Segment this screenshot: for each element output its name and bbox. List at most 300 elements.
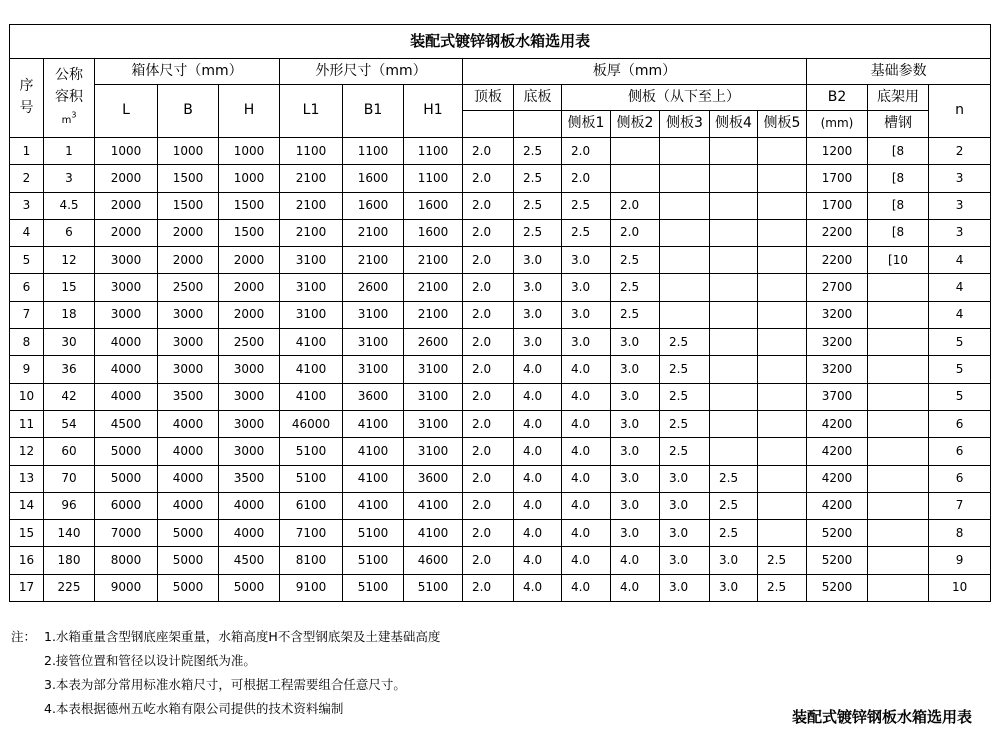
table-cell: 4200 xyxy=(807,492,868,519)
table-cell: 2.5 xyxy=(514,138,562,165)
table-cell: 1100 xyxy=(343,138,404,165)
table-cell: 17 xyxy=(10,574,44,601)
table-cell: 2.0 xyxy=(463,574,514,601)
table-cell: 3100 xyxy=(280,301,343,328)
table-cell: 12 xyxy=(44,247,95,274)
table-cell: 6 xyxy=(44,219,95,246)
table-cell xyxy=(660,274,710,301)
table-cell xyxy=(758,356,807,383)
table-cell: 3000 xyxy=(219,410,280,437)
header-side-plate: 侧板（从下至上） xyxy=(562,85,807,111)
table-cell: 9000 xyxy=(95,574,158,601)
table-cell xyxy=(868,574,929,601)
table-cell xyxy=(868,465,929,492)
table-row xyxy=(10,192,991,219)
table-row xyxy=(10,329,991,356)
table-cell: 5000 xyxy=(158,547,219,574)
table-cell: 140 xyxy=(44,520,95,547)
table-cell: 5200 xyxy=(807,574,868,601)
table-cell: 2.0 xyxy=(463,356,514,383)
header-L: L xyxy=(95,85,158,138)
table-cell: 4.0 xyxy=(514,547,562,574)
table-cell: 7 xyxy=(929,492,991,519)
table-cell: 3.0 xyxy=(562,329,611,356)
table-cell: 10 xyxy=(10,383,44,410)
table-cell: 7 xyxy=(10,301,44,328)
table-cell: 4.5 xyxy=(44,192,95,219)
table-cell: 1500 xyxy=(158,192,219,219)
table-cell: 11 xyxy=(10,410,44,437)
table-cell xyxy=(758,492,807,519)
table-cell: 9100 xyxy=(280,574,343,601)
table-cell: 1100 xyxy=(404,138,463,165)
table-cell: 5100 xyxy=(404,574,463,601)
table-cell: 4.0 xyxy=(562,465,611,492)
header-H: H xyxy=(219,85,280,138)
table-cell: 3000 xyxy=(219,438,280,465)
table-cell: 1600 xyxy=(343,192,404,219)
table-cell: 2.0 xyxy=(562,165,611,192)
table-row xyxy=(10,274,991,301)
table-cell xyxy=(660,192,710,219)
table-cell xyxy=(868,274,929,301)
table-cell: 2100 xyxy=(404,274,463,301)
table-cell: 2100 xyxy=(280,192,343,219)
table-cell: 3.0 xyxy=(562,274,611,301)
table-title: 装配式镀锌钢板水箱选用表 xyxy=(10,25,991,59)
table-cell: 12 xyxy=(10,438,44,465)
table-cell: 3000 xyxy=(158,301,219,328)
table-cell: 6100 xyxy=(280,492,343,519)
table-cell: 2500 xyxy=(158,274,219,301)
table-cell: 1500 xyxy=(219,192,280,219)
table-cell: [8 xyxy=(868,138,929,165)
table-cell: 2100 xyxy=(280,219,343,246)
table-row xyxy=(10,383,991,410)
table-cell: 4.0 xyxy=(562,438,611,465)
table-cell: 2100 xyxy=(404,247,463,274)
table-cell: 3000 xyxy=(95,247,158,274)
table-cell: 4100 xyxy=(280,356,343,383)
water-tank-selection-table xyxy=(9,24,991,602)
table-cell: 54 xyxy=(44,410,95,437)
table-cell: 3.0 xyxy=(660,547,710,574)
table-cell: 4200 xyxy=(807,410,868,437)
table-cell: 3000 xyxy=(158,329,219,356)
footer-title: 装配式镀锌钢板水箱选用表 xyxy=(791,708,972,726)
table-cell: 7100 xyxy=(280,520,343,547)
table-cell: 18 xyxy=(44,301,95,328)
table-cell: 3 xyxy=(929,192,991,219)
table-cell: 3.0 xyxy=(611,492,660,519)
table-cell: 3600 xyxy=(343,383,404,410)
table-cell: 3600 xyxy=(404,465,463,492)
notes-prefix: 注： xyxy=(11,629,37,644)
table-cell: 1000 xyxy=(219,138,280,165)
table-row xyxy=(10,219,991,246)
table-cell xyxy=(710,192,758,219)
table-cell: 4.0 xyxy=(514,410,562,437)
table-cell: 2.0 xyxy=(611,192,660,219)
table-cell: 3.0 xyxy=(710,547,758,574)
table-cell: 4000 xyxy=(158,410,219,437)
table-cell xyxy=(868,329,929,356)
table-cell: 36 xyxy=(44,356,95,383)
table-cell: 3.0 xyxy=(611,438,660,465)
table-cell: 2100 xyxy=(343,247,404,274)
table-cell: 2000 xyxy=(95,192,158,219)
table-cell: 5000 xyxy=(158,574,219,601)
table-cell: 3.0 xyxy=(562,247,611,274)
table-cell: 2.0 xyxy=(463,192,514,219)
table-cell: 2200 xyxy=(807,247,868,274)
table-cell: 2200 xyxy=(807,219,868,246)
table-cell: 2000 xyxy=(219,247,280,274)
table-cell: 3 xyxy=(929,165,991,192)
table-cell: 2.0 xyxy=(463,438,514,465)
table-cell: 1600 xyxy=(404,192,463,219)
table-cell: 3100 xyxy=(280,247,343,274)
table-cell: 4100 xyxy=(343,410,404,437)
table-cell: 3.0 xyxy=(611,383,660,410)
table-cell: 13 xyxy=(10,465,44,492)
table-cell xyxy=(660,247,710,274)
table-cell: 3500 xyxy=(158,383,219,410)
table-cell: 2000 xyxy=(219,301,280,328)
table-cell: 8 xyxy=(929,520,991,547)
header-top-plate: 顶板 xyxy=(463,85,514,111)
table-cell: 8000 xyxy=(95,547,158,574)
table-cell: 3100 xyxy=(404,438,463,465)
note-3: 3.本表为部分常用标准水箱尺寸，可根据工程需要组合任意尺寸。 xyxy=(44,677,406,692)
header-outer-size: 外形尺寸（mm） xyxy=(280,59,463,85)
table-cell: 5 xyxy=(10,247,44,274)
table-cell xyxy=(710,438,758,465)
table-cell: 5000 xyxy=(219,574,280,601)
table-cell: 9 xyxy=(10,356,44,383)
table-cell: 1100 xyxy=(280,138,343,165)
table-cell: 3000 xyxy=(219,383,280,410)
table-cell: 2600 xyxy=(404,329,463,356)
table-cell: 4000 xyxy=(95,383,158,410)
table-cell xyxy=(710,165,758,192)
table-cell: 5100 xyxy=(280,438,343,465)
table-row xyxy=(10,574,991,601)
table-cell: 2.5 xyxy=(758,547,807,574)
table-cell: 2.5 xyxy=(514,165,562,192)
header-n: n xyxy=(929,85,991,138)
table-cell: 4500 xyxy=(219,547,280,574)
table-cell xyxy=(868,520,929,547)
table-cell: 4.0 xyxy=(514,465,562,492)
table-row xyxy=(10,247,991,274)
table-cell: 4.0 xyxy=(562,492,611,519)
table-cell: 7000 xyxy=(95,520,158,547)
table-cell: 3.0 xyxy=(514,329,562,356)
table-cell: 3100 xyxy=(343,301,404,328)
table-cell: 3100 xyxy=(343,329,404,356)
table-cell: 5 xyxy=(929,356,991,383)
table-cell xyxy=(758,138,807,165)
table-cell: 1000 xyxy=(95,138,158,165)
table-row xyxy=(10,492,991,519)
table-cell: 3100 xyxy=(404,356,463,383)
table-cell xyxy=(758,465,807,492)
table-cell: 4.0 xyxy=(611,574,660,601)
table-cell: 1 xyxy=(44,138,95,165)
table-cell xyxy=(758,301,807,328)
table-cell: 1 xyxy=(10,138,44,165)
table-cell: 2.5 xyxy=(710,520,758,547)
table-cell xyxy=(868,547,929,574)
table-cell: 4.0 xyxy=(514,383,562,410)
table-cell: 60 xyxy=(44,438,95,465)
table-cell: 8 xyxy=(10,329,44,356)
table-cell xyxy=(710,301,758,328)
table-cell: 2.0 xyxy=(463,492,514,519)
header-side-4: 侧板4 xyxy=(710,111,758,138)
table-cell: 4 xyxy=(10,219,44,246)
table-cell: 46000 xyxy=(280,410,343,437)
table-cell: 1500 xyxy=(219,219,280,246)
table-cell: 3100 xyxy=(343,356,404,383)
table-cell: 3100 xyxy=(404,410,463,437)
table-cell: 2.0 xyxy=(463,383,514,410)
table-cell xyxy=(758,165,807,192)
table-cell: 2.0 xyxy=(463,547,514,574)
table-cell: 180 xyxy=(44,547,95,574)
table-cell: 2.0 xyxy=(463,274,514,301)
table-cell: 2.5 xyxy=(710,465,758,492)
header-side-1: 侧板1 xyxy=(562,111,611,138)
table-cell: 2.5 xyxy=(758,574,807,601)
table-cell: 15 xyxy=(44,274,95,301)
table-cell: 2.5 xyxy=(660,438,710,465)
table-cell: 2100 xyxy=(343,219,404,246)
table-cell: 2.5 xyxy=(611,247,660,274)
table-cell: 4 xyxy=(929,247,991,274)
table-cell xyxy=(868,410,929,437)
table-cell: 6 xyxy=(929,410,991,437)
table-row xyxy=(10,301,991,328)
table-cell xyxy=(611,138,660,165)
table-cell: 3.0 xyxy=(611,520,660,547)
table-cell: 1000 xyxy=(219,165,280,192)
table-row xyxy=(10,356,991,383)
table-cell: 4.0 xyxy=(514,356,562,383)
table-cell: 3 xyxy=(929,219,991,246)
table-cell: 4000 xyxy=(158,465,219,492)
note-1: 1.水箱重量含型钢底座架重量，水箱高度H不含型钢底架及土建基础高度 xyxy=(44,629,441,644)
table-cell: 3000 xyxy=(95,301,158,328)
table-cell: 3.0 xyxy=(660,520,710,547)
table-cell: 5100 xyxy=(343,547,404,574)
table-cell: 3.0 xyxy=(660,492,710,519)
table-cell: 2.0 xyxy=(463,465,514,492)
table-cell: 4100 xyxy=(343,492,404,519)
table-cell: 2.0 xyxy=(463,219,514,246)
table-cell: 4.0 xyxy=(562,356,611,383)
table-cell: 1100 xyxy=(404,165,463,192)
table-cell: 3.0 xyxy=(562,301,611,328)
table-cell: 4000 xyxy=(219,492,280,519)
table-cell: 3.0 xyxy=(660,574,710,601)
table-cell: 3.0 xyxy=(611,356,660,383)
header-B: B xyxy=(158,85,219,138)
table-cell xyxy=(868,301,929,328)
table-cell xyxy=(758,410,807,437)
table-cell: 2.5 xyxy=(514,192,562,219)
table-cell: 2700 xyxy=(807,274,868,301)
note-2: 2.接管位置和管径以设计院图纸为准。 xyxy=(44,653,256,668)
table-cell: 3200 xyxy=(807,356,868,383)
table-cell: 4.0 xyxy=(514,492,562,519)
table-cell: 4000 xyxy=(158,492,219,519)
table-cell xyxy=(660,138,710,165)
table-cell: 3000 xyxy=(219,356,280,383)
table-cell: 5100 xyxy=(280,465,343,492)
table-cell: [8 xyxy=(868,219,929,246)
header-B1: B1 xyxy=(343,85,404,138)
table-cell: 2.0 xyxy=(463,138,514,165)
table-cell: 30 xyxy=(44,329,95,356)
table-cell: 1200 xyxy=(807,138,868,165)
table-cell: 5000 xyxy=(95,465,158,492)
table-cell xyxy=(710,329,758,356)
table-cell: 4 xyxy=(929,301,991,328)
table-cell: 8100 xyxy=(280,547,343,574)
table-row xyxy=(10,520,991,547)
table-cell: 2.0 xyxy=(463,247,514,274)
table-row xyxy=(10,165,991,192)
table-cell: 4.0 xyxy=(514,574,562,601)
table-cell: 3 xyxy=(10,192,44,219)
table-cell: 9 xyxy=(929,547,991,574)
table-cell: 5200 xyxy=(807,520,868,547)
table-cell: 3700 xyxy=(807,383,868,410)
table-cell xyxy=(868,383,929,410)
table-cell: 1600 xyxy=(343,165,404,192)
table-cell: 3000 xyxy=(95,274,158,301)
header-B2: B2 xyxy=(807,85,868,111)
table-cell: 225 xyxy=(44,574,95,601)
table-cell: 2.5 xyxy=(710,492,758,519)
header-L1: L1 xyxy=(280,85,343,138)
table-cell: 3 xyxy=(44,165,95,192)
header-box-size: 箱体尺寸（mm） xyxy=(95,59,280,85)
table-cell: 3.0 xyxy=(514,274,562,301)
table-cell: 4100 xyxy=(404,492,463,519)
table-cell xyxy=(710,219,758,246)
table-cell: 5100 xyxy=(343,574,404,601)
header-H1: H1 xyxy=(404,85,463,138)
table-cell: 2100 xyxy=(404,301,463,328)
header-capacity: 公称 容积 $m^3$ xyxy=(44,59,95,138)
table-row xyxy=(10,547,991,574)
table-cell: 1600 xyxy=(404,219,463,246)
table-cell: 3100 xyxy=(404,383,463,410)
table-cell xyxy=(710,410,758,437)
table-cell xyxy=(710,274,758,301)
table-cell: 3.0 xyxy=(611,410,660,437)
table-cell: 15 xyxy=(10,520,44,547)
table-cell: 1500 xyxy=(158,165,219,192)
header-side-5: 侧板5 xyxy=(758,111,807,138)
table-cell: 4200 xyxy=(807,438,868,465)
table-cell: 3.0 xyxy=(611,329,660,356)
table-cell: 4.0 xyxy=(562,410,611,437)
table-cell: 4100 xyxy=(404,520,463,547)
table-cell xyxy=(758,383,807,410)
header-seq: 序 号 xyxy=(10,59,44,138)
table-cell xyxy=(710,356,758,383)
table-cell: 4000 xyxy=(95,356,158,383)
table-cell: 1700 xyxy=(807,165,868,192)
table-cell: 2600 xyxy=(343,274,404,301)
header-foundation: 基础参数 xyxy=(807,59,991,85)
table-cell xyxy=(758,520,807,547)
table-cell: 6000 xyxy=(95,492,158,519)
table-cell xyxy=(611,165,660,192)
table-cell: 2.0 xyxy=(463,410,514,437)
table-cell: 96 xyxy=(44,492,95,519)
table-cell: 1700 xyxy=(807,192,868,219)
header-b2-unit: (mm) xyxy=(807,111,868,138)
table-cell: 2.5 xyxy=(562,192,611,219)
table-cell xyxy=(660,219,710,246)
table-cell: 2.0 xyxy=(463,165,514,192)
table-cell: 3100 xyxy=(280,274,343,301)
table-cell: 70 xyxy=(44,465,95,492)
table-cell: 2.5 xyxy=(660,356,710,383)
table-row xyxy=(10,138,991,165)
table-cell: 4.0 xyxy=(562,574,611,601)
table-cell xyxy=(710,247,758,274)
table-cell xyxy=(660,165,710,192)
header-base-use: 底架用 xyxy=(868,85,929,111)
table-cell: 3200 xyxy=(807,329,868,356)
table-cell: 4.0 xyxy=(611,547,660,574)
table-cell: 5000 xyxy=(95,438,158,465)
header-blank xyxy=(514,111,562,138)
header-side-2: 侧板2 xyxy=(611,111,660,138)
table-cell: 2000 xyxy=(219,274,280,301)
table-cell: 2.0 xyxy=(562,138,611,165)
table-cell: 5100 xyxy=(343,520,404,547)
table-cell: 4100 xyxy=(343,438,404,465)
table-cell: 4200 xyxy=(807,465,868,492)
table-cell: [8 xyxy=(868,192,929,219)
table-cell: 2.5 xyxy=(660,329,710,356)
table-cell: 6 xyxy=(10,274,44,301)
table-row xyxy=(10,465,991,492)
table-cell: 4.0 xyxy=(562,547,611,574)
table-cell: 5200 xyxy=(807,547,868,574)
table-cell: 4100 xyxy=(343,465,404,492)
table-cell xyxy=(758,192,807,219)
table-cell: [10 xyxy=(868,247,929,274)
table-cell: 3500 xyxy=(219,465,280,492)
table-cell: 16 xyxy=(10,547,44,574)
table-cell: 2.5 xyxy=(611,301,660,328)
table-cell: 4000 xyxy=(219,520,280,547)
table-cell: 2.5 xyxy=(562,219,611,246)
table-cell: 1000 xyxy=(158,138,219,165)
table-cell: 2100 xyxy=(280,165,343,192)
header-thickness: 板厚（mm） xyxy=(463,59,807,85)
table-cell xyxy=(758,329,807,356)
table-row xyxy=(10,410,991,437)
